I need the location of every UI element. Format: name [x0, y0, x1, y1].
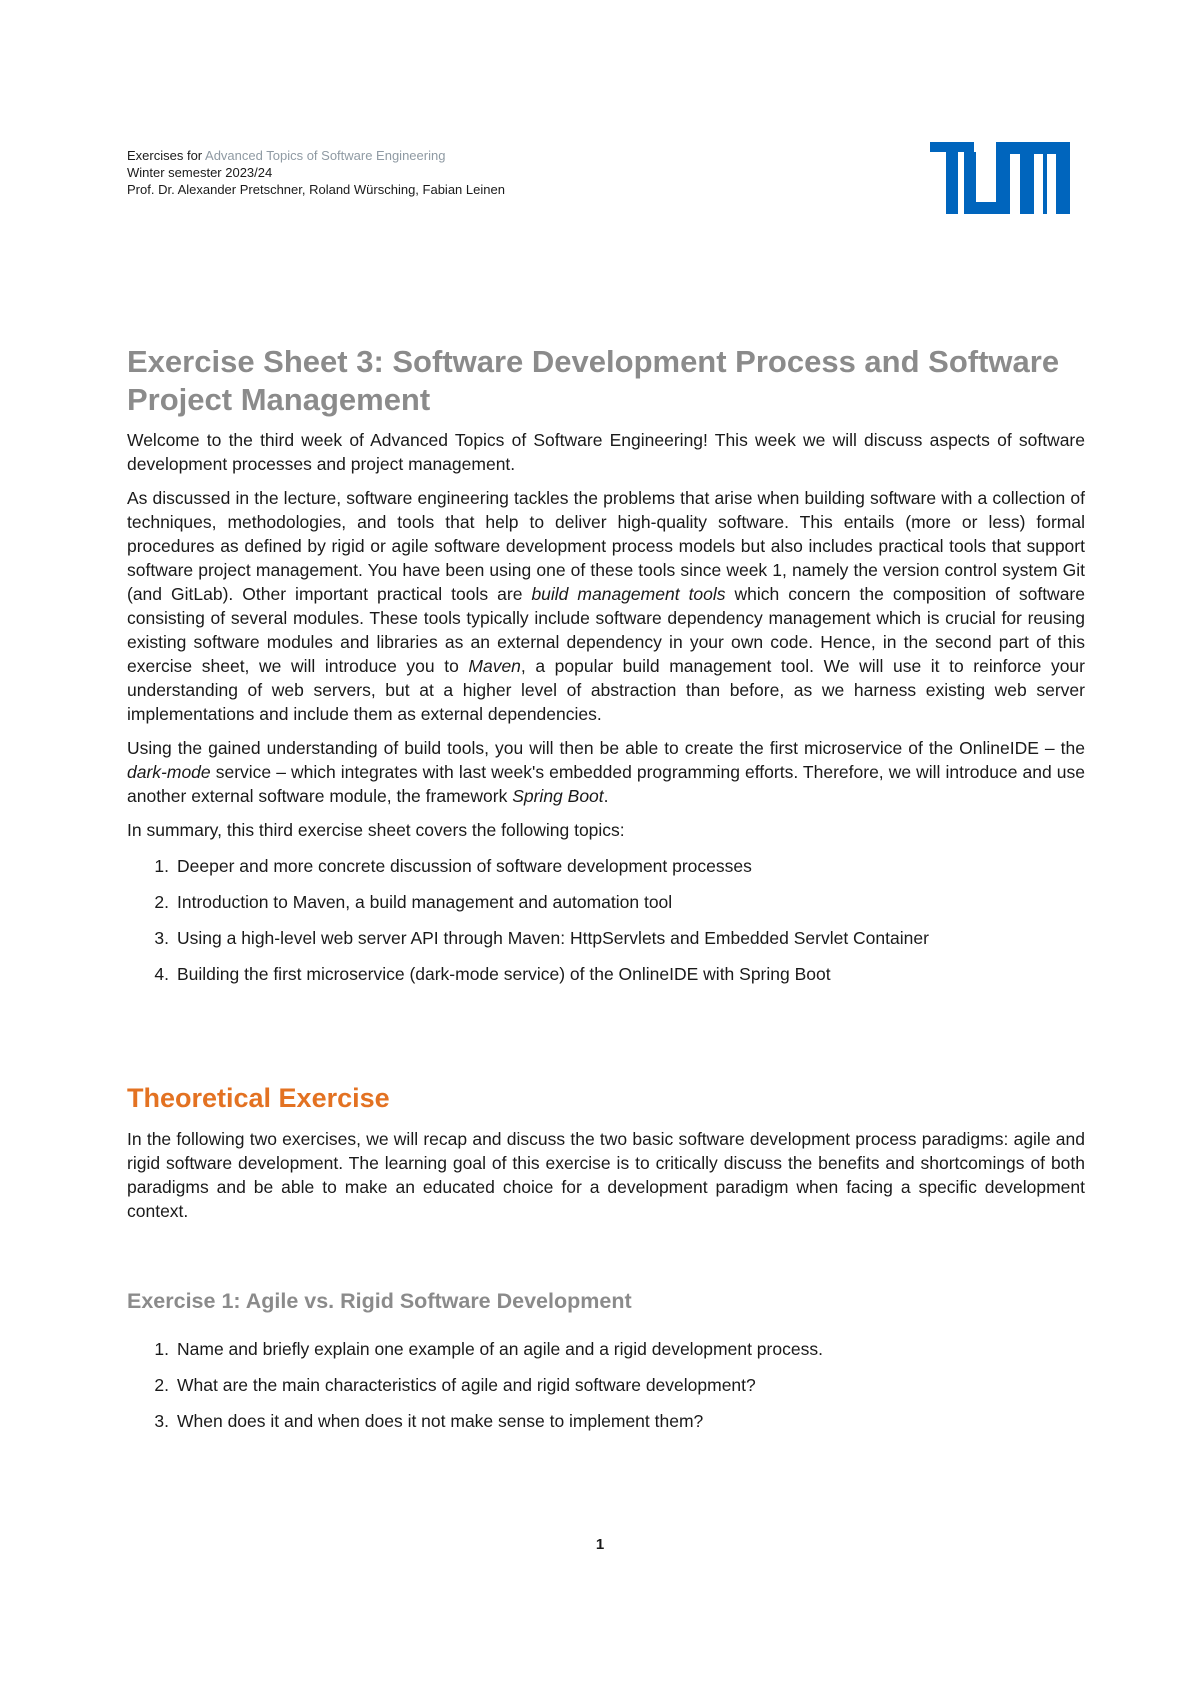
topics-list — [127, 854, 1085, 986]
list-item: 3. When does it and when does it not make sense to implement them? — [154, 1411, 704, 1431]
list-item: 2. What are the main characteristics of agile and rigid software development? — [154, 1375, 756, 1395]
section-heading-theoretical: Theoretical Exercise — [127, 1083, 390, 1113]
theory-section — [127, 1127, 1085, 1223]
intro-paragraph-1: Welcome to the third week of Advanced Topics of Software Engineering! This week we will discuss aspects of software development processes and project management. — [127, 430, 1085, 474]
list-item: 3. Using a high-level web server API through Maven: HttpServlets and Embedded Servlet Container — [154, 928, 929, 948]
document-header — [127, 147, 505, 198]
course-prefix: Exercises for — [127, 148, 206, 163]
tum-logo-icon — [930, 142, 1070, 214]
exercise-1-heading: Exercise 1: Agile vs. Rigid Software Development — [127, 1289, 632, 1313]
list-item: 4. Building the first microservice (dark-mode service) of the OnlineIDE with Spring Boot — [154, 964, 831, 984]
theory-paragraph: In the following two exercises, we will recap and discuss the two basic software development process paradigms: agile and rigid software development. The learning goal of this exercise is to critically discuss the benefits and shortcomings of both paradigms and be able to make an educated choice for a development paradigm when facing a specific development context. — [127, 1129, 1085, 1221]
exercise-1-section — [127, 1337, 1085, 1445]
list-item: 2. Introduction to Maven, a build management and automation tool — [154, 892, 673, 912]
list-item: 1. Deeper and more concrete discussion of software development processes — [154, 856, 752, 876]
course-line — [127, 147, 505, 164]
course-name: Advanced Topics of Software Engineering — [205, 148, 446, 163]
list-item: 1. Name and briefly explain one example of an agile and a rigid development process. — [154, 1339, 823, 1359]
intro-paragraph-4: In summary, this third exercise sheet covers the following topics: — [127, 820, 625, 840]
semester-line: Winter semester 2023/24 — [127, 165, 273, 180]
intro-paragraph-2: As discussed in the lecture, software engineering tackles the problems that arise when building software with a collection of techniques, methodologies, and tools that help to deliver high-quality software. This entails (more or less) formal procedures as defined by rigid or agile software development process models but also includes practical tools that support software project management. You have been using one of these tools since week 1, namely the version control system Git (and GitLab). Other important practical tools are build management tools which concern the composition of software consisting of several modules. These tools typically include software dependency management which is crucial for reusing existing software modules and libraries as an external dependency in your own code. Hence, in the second part of this exercise sheet, we will introduce you to Maven, a popular build management tool. We will use it to reinforce your understanding of web servers, but at a higher level of abstraction than before, as we harness existing web server implementations and include them as external dependencies. — [127, 488, 1085, 724]
page-number: 1 — [595, 1536, 605, 1553]
instructors-line: Prof. Dr. Alexander Pretschner, Roland Würsching, Fabian Leinen — [127, 182, 505, 197]
exercise-1-questions — [127, 1337, 1085, 1433]
intro-paragraph-3: Using the gained understanding of build tools, you will then be able to create the first microservice of the OnlineIDE – the dark-mode service – which integrates with last week's embedded programming efforts. Therefore, we will introduce and use another external software module, the framework Spring Boot. — [127, 738, 1085, 806]
page-title: Exercise Sheet 3: Software Development Process and Software Project Management — [127, 344, 1060, 417]
intro-section — [127, 428, 1085, 998]
